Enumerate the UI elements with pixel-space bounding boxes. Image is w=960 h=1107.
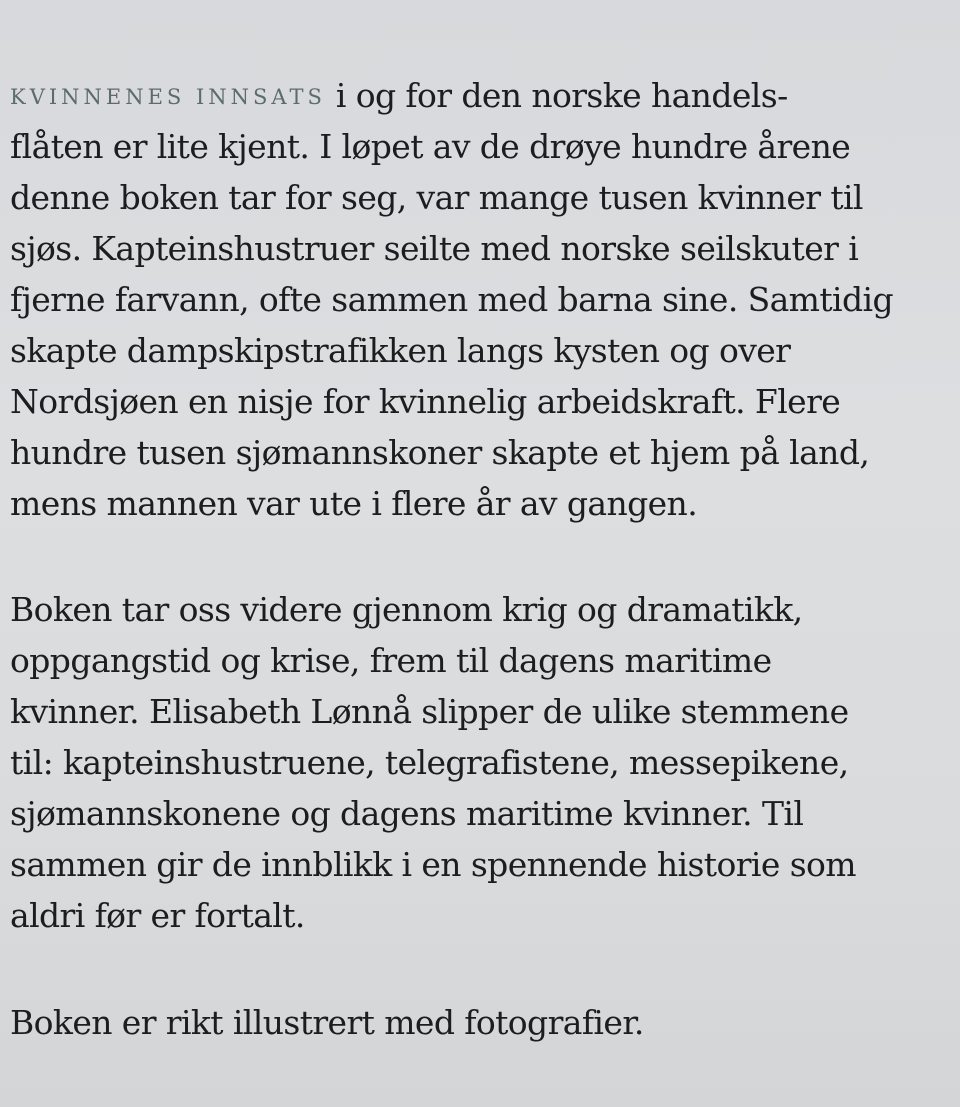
text-line: skapte dampskipstrafikken langs kysten og over	[10, 331, 791, 370]
text-line: til: kapteinshustruene, telegrafistene, messepikene,	[10, 743, 849, 782]
text-line: mens mannen var ute i flere år av gangen.	[10, 484, 698, 523]
text-line: Boken tar oss videre gjennom krig og dramatikk,	[10, 590, 803, 629]
text-line: sammen gir de innblikk i en spennende historie som	[10, 845, 856, 884]
paragraph-intro	[10, 70, 955, 529]
paragraph-content	[10, 584, 955, 941]
text-line: oppgangstid og krise, frem til dagens maritime	[10, 641, 772, 680]
text-line: kvinner. Elisabeth Lønnå slipper de ulike stemmene	[10, 692, 849, 731]
text-line: fjerne farvann, ofte sammen med barna sine. Samtidig	[10, 280, 893, 319]
text-line: hundre tusen sjømannskoner skapte et hjem på land,	[10, 433, 870, 472]
text-line: denne boken tar for seg, var mange tusen kvinner til	[10, 178, 863, 217]
text-line: Nordsjøen en nisje for kvinnelig arbeidskraft. Flere	[10, 382, 841, 421]
text-line: flåten er lite kjent. I løpet av de drøye hundre årene	[10, 127, 851, 166]
text-line: aldri før er fortalt.	[10, 896, 305, 935]
text-line: sjømannskonene og dagens maritime kvinner. Til	[10, 794, 804, 833]
lead-in-caps: KVINNENES INNSATS	[10, 85, 326, 109]
text-line-content: i og for den norske handels-	[335, 76, 788, 115]
paragraph-illustrations	[10, 997, 955, 1048]
text-line: Boken er rikt illustrert med fotografier.	[10, 1003, 644, 1042]
back-cover-text	[10, 70, 955, 1048]
text-line	[10, 70, 955, 121]
text-line: sjøs. Kapteinshustruer seilte med norske seilskuter i	[10, 229, 859, 268]
